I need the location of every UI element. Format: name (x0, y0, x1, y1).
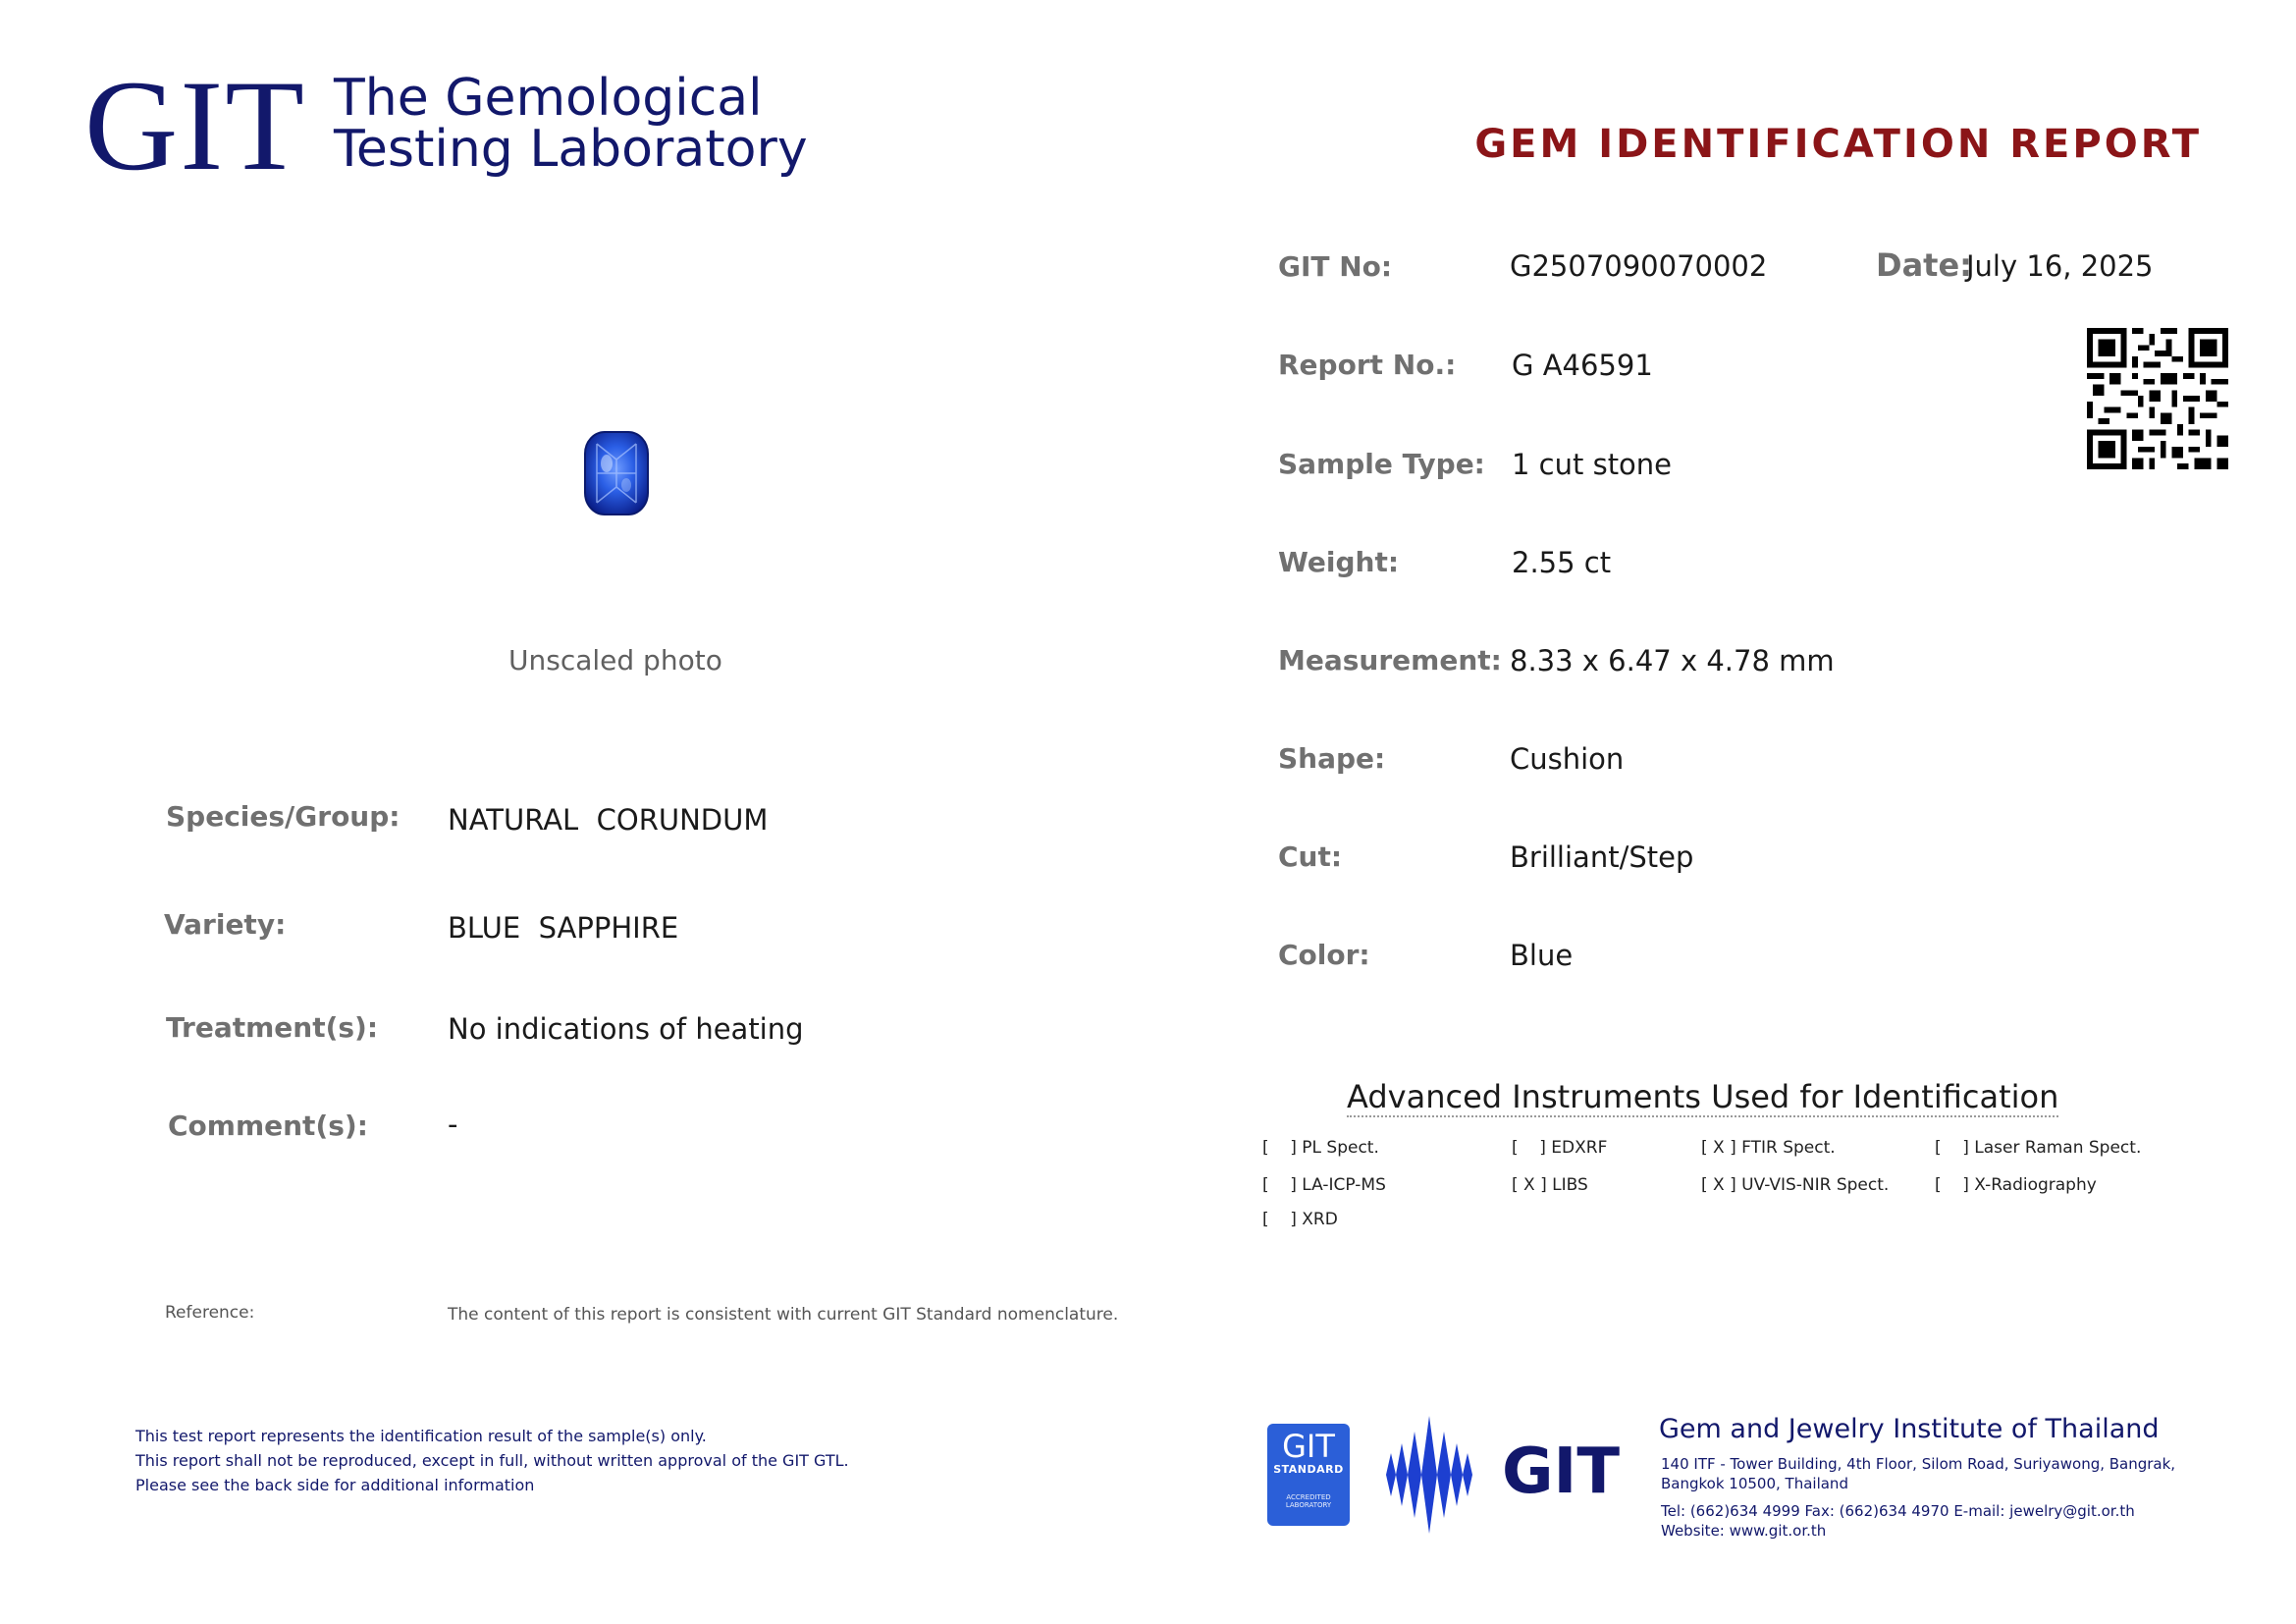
date-value: July 16, 2025 (1966, 249, 2154, 283)
treatment-label: Treatment(s): (166, 1011, 379, 1044)
instrument-edxrf: [ ] EDXRF (1512, 1138, 1608, 1158)
git-no-label: GIT No: (1278, 250, 1393, 283)
variety-label: Variety: (164, 908, 287, 941)
institute-address-line2: Bangkok 10500, Thailand (1661, 1475, 1848, 1492)
variety-value: BLUE SAPPHIRE (448, 911, 679, 945)
lab-name-line2: Testing Laboratory (334, 120, 808, 179)
treatment-value: No indications of heating (448, 1012, 804, 1046)
badge-subtitle: STANDARD (1273, 1463, 1344, 1476)
badge-title: GIT (1282, 1428, 1335, 1465)
git-standard-badge (1267, 1424, 1350, 1526)
reference-value: The content of this report is consistent with current GIT Standard nomenclature. (448, 1305, 1119, 1325)
photo-caption: Unscaled photo (508, 644, 722, 677)
measurement-value: 8.33 x 6.47 x 4.78 mm (1510, 644, 1835, 677)
report-no-value: G A46591 (1512, 349, 1653, 382)
gemstone-photo (583, 430, 650, 516)
date-label: Date: (1876, 246, 1972, 284)
git-no-value: G2507090070002 (1510, 249, 1768, 283)
disclaimer-line: Please see the back side for additional information (135, 1476, 535, 1494)
institute-website: Website: www.git.or.th (1661, 1522, 1827, 1540)
shape-value: Cushion (1510, 742, 1625, 776)
instrument-libs: [ X ] LIBS (1512, 1175, 1588, 1195)
disclaimer (135, 1424, 849, 1497)
instrument-x-radiography: [ ] X-Radiography (1935, 1175, 2097, 1195)
color-value: Blue (1510, 939, 1574, 972)
disclaimer-line: This report shall not be reproduced, except in full, without written approval of the GIT GTL. (135, 1451, 849, 1470)
instrument-ftir-spect: [ X ] FTIR Spect. (1701, 1138, 1836, 1158)
git-wave-logo-icon (1382, 1414, 1476, 1537)
instrument-uv-vis-nir: [ X ] UV-VIS-NIR Spect. (1701, 1175, 1890, 1195)
badge-caption: ACCREDITED LABORATORY (1285, 1493, 1332, 1509)
lab-name-line1: The Gemological (334, 69, 763, 128)
measurement-label: Measurement: (1278, 644, 1502, 677)
instrument-laser-raman: [ ] Laser Raman Spect. (1935, 1138, 2142, 1158)
weight-label: Weight: (1278, 546, 1400, 578)
cut-value: Brilliant/Step (1510, 840, 1694, 874)
instrument-pl-spect: [ ] PL Spect. (1262, 1138, 1379, 1158)
weight-value: 2.55 ct (1512, 546, 1612, 579)
comment-label: Comment(s): (168, 1110, 368, 1142)
instruments-title: Advanced Instruments Used for Identification (1347, 1078, 2059, 1115)
institute-name: Gem and Jewelry Institute of Thailand (1659, 1414, 2160, 1444)
sample-type-label: Sample Type: (1278, 448, 1485, 480)
lab-name (334, 69, 808, 179)
shape-label: Shape: (1278, 742, 1386, 775)
species-value: NATURAL CORUNDUM (448, 803, 769, 837)
instrument-xrd: [ ] XRD (1262, 1210, 1338, 1229)
reference-label: Reference: (165, 1303, 255, 1323)
report-no-label: Report No.: (1278, 349, 1457, 381)
species-label: Species/Group: (166, 800, 400, 833)
git-footer-logo: GIT (1502, 1435, 1620, 1508)
sample-type-value: 1 cut stone (1512, 448, 1673, 481)
disclaimer-line: This test report represents the identification result of the sample(s) only. (135, 1427, 707, 1445)
git-logo-mark: GIT (84, 53, 306, 197)
color-label: Color: (1278, 939, 1370, 971)
cut-label: Cut: (1278, 840, 1343, 873)
institute-contact: Tel: (662)634 4999 Fax: (662)634 4970 E-mail: jewelry@git.or.th (1661, 1502, 2135, 1520)
comment-value: - (448, 1108, 458, 1141)
instrument-la-icp-ms: [ ] LA-ICP-MS (1262, 1175, 1386, 1195)
report-title: GEM IDENTIFICATION REPORT (1474, 122, 2202, 167)
qr-code (2087, 328, 2228, 469)
institute-address-line1: 140 ITF - Tower Building, 4th Floor, Silom Road, Suriyawong, Bangrak, (1661, 1455, 2176, 1473)
